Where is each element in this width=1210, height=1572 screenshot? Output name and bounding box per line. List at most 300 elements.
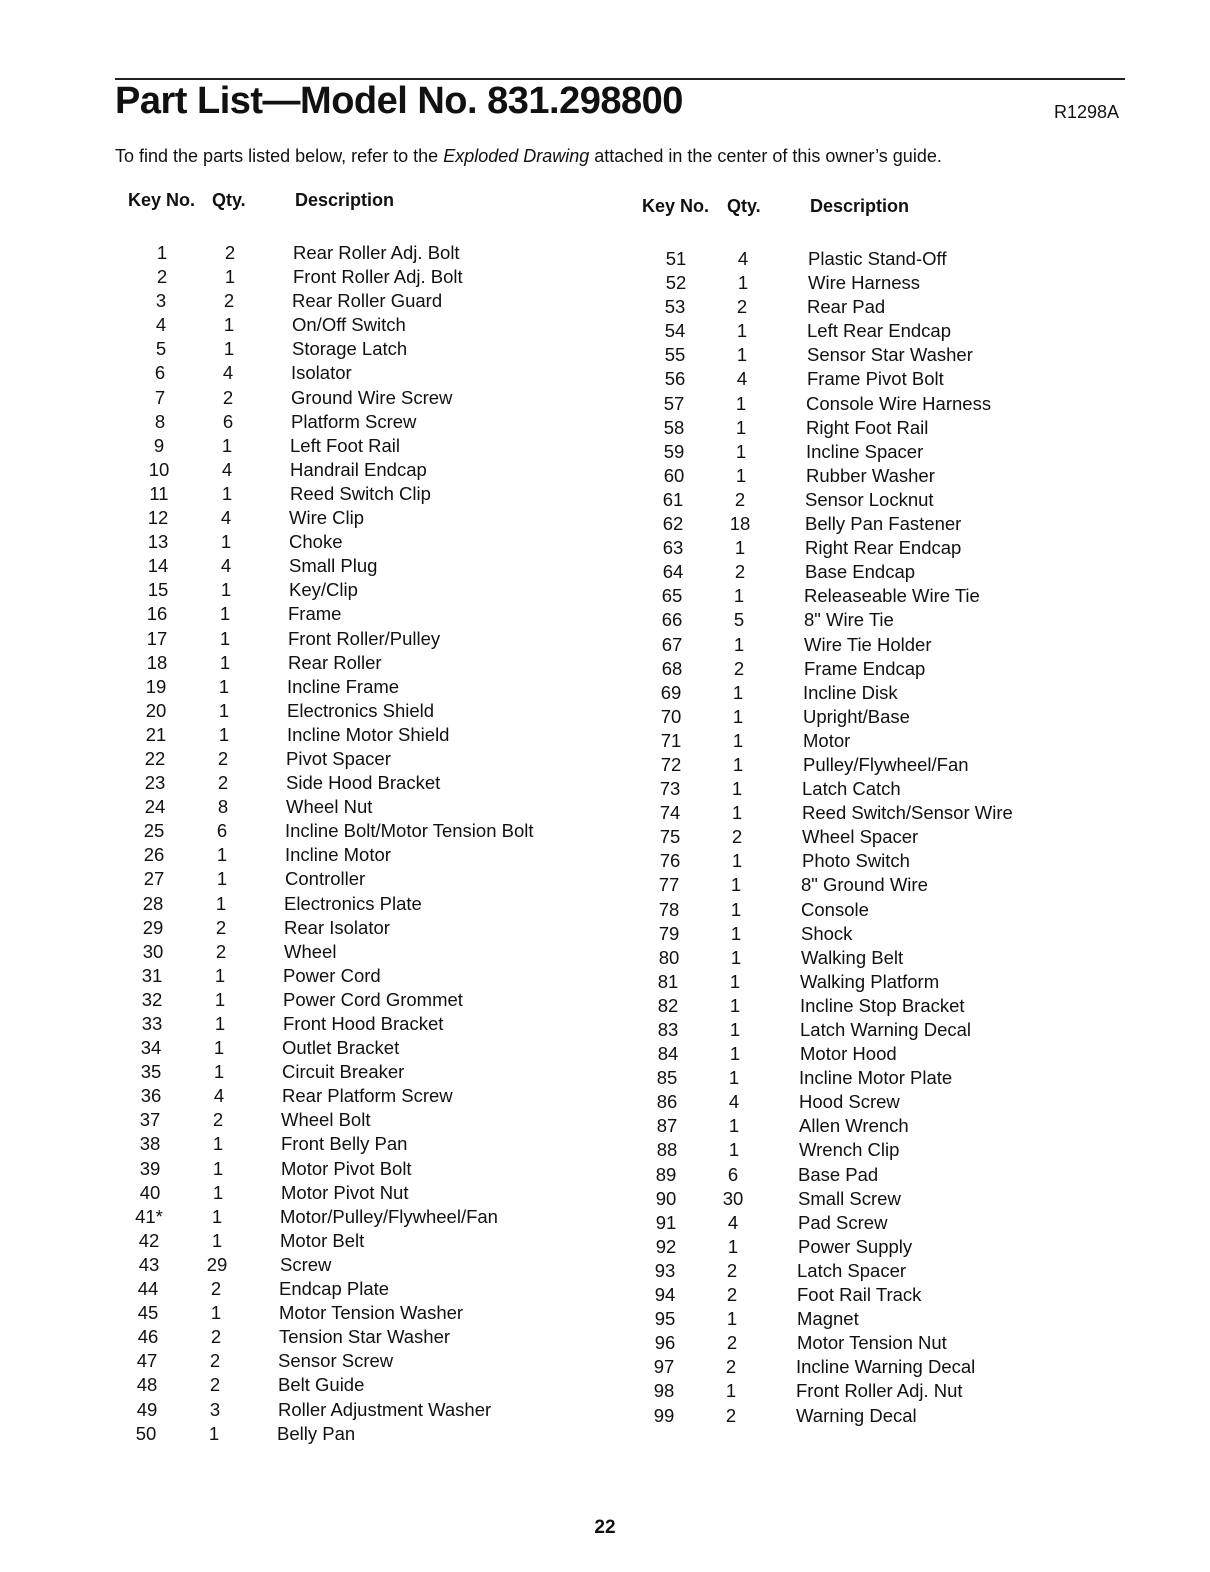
part-key-number: 88: [656, 1139, 678, 1161]
key-header: Key No.: [642, 196, 710, 216]
part-quantity: 1: [725, 1380, 737, 1402]
part-key-number: 53: [664, 296, 686, 318]
part-key-number: 46: [137, 1326, 159, 1348]
qty-header: Qty.: [212, 190, 246, 210]
part-description: Reed Switch Clip: [290, 482, 431, 504]
part-key-number: 36: [140, 1085, 162, 1107]
part-key-number: 21: [145, 723, 167, 745]
part-quantity: 1: [213, 1061, 225, 1083]
part-key-number: 5: [155, 338, 167, 360]
part-key-number: 80: [658, 946, 680, 968]
part-key-number: 59: [663, 440, 685, 462]
part-quantity: 1: [729, 1019, 741, 1040]
part-quantity: 1: [210, 1302, 222, 1324]
part-quantity: 1: [731, 778, 743, 800]
part-quantity: 1: [726, 1308, 738, 1330]
part-description: Allen Wrench: [799, 1115, 909, 1137]
part-key-number: 62: [662, 513, 684, 535]
part-description: Incline Disk: [803, 681, 898, 703]
part-key-number: 75: [659, 826, 681, 848]
part-quantity: 4: [220, 555, 232, 577]
part-description: Screw: [280, 1253, 332, 1275]
part-key-number: 90: [655, 1187, 677, 1209]
part-description: Belly Pan: [277, 1422, 356, 1444]
part-key-number: 30: [142, 940, 164, 962]
part-quantity: 4: [221, 458, 233, 480]
part-quantity: 1: [224, 266, 236, 288]
part-description: Incline Motor: [285, 844, 391, 866]
part-key-number: 40: [139, 1181, 161, 1203]
part-description: Motor Pivot Bolt: [281, 1157, 412, 1179]
part-quantity: 1: [736, 320, 748, 342]
part-key-number: 68: [661, 657, 683, 679]
part-description: Incline Motor Shield: [287, 723, 450, 745]
part-quantity: 2: [726, 1259, 738, 1281]
part-quantity: 1: [729, 994, 741, 1016]
part-key-number: 92: [655, 1235, 677, 1257]
part-description: Front Hood Bracket: [283, 1013, 444, 1034]
part-quantity: 1: [216, 868, 228, 890]
part-key-number: 66: [661, 609, 683, 631]
part-quantity: 1: [219, 651, 231, 673]
part-description: Console: [801, 898, 869, 920]
part-key-number: 10: [148, 458, 170, 480]
part-quantity: 1: [731, 850, 743, 872]
part-key-number: 32: [141, 988, 163, 1010]
part-key-number: 15: [147, 579, 169, 601]
part-key-number: 57: [663, 392, 685, 414]
part-description: Wheel: [284, 940, 337, 962]
part-quantity: 1: [220, 579, 232, 601]
part-description: Incline Warning Decal: [796, 1356, 976, 1378]
part-description: Sensor Locknut: [805, 488, 934, 510]
part-description: Foot Rail Track: [797, 1284, 922, 1306]
part-key-number: 29: [142, 916, 164, 938]
part-description: Pivot Spacer: [286, 747, 391, 769]
part-key-number: 71: [660, 729, 682, 751]
part-description: Rear Platform Screw: [282, 1085, 453, 1107]
part-description: Front Belly Pan: [281, 1133, 408, 1155]
part-description: Ground Wire Screw: [291, 386, 453, 408]
part-key-number: 34: [140, 1037, 162, 1059]
part-description: Roller Adjustment Washer: [278, 1398, 492, 1420]
part-description: Belt Guide: [278, 1374, 365, 1396]
part-description: Choke: [289, 531, 343, 553]
part-key-number: 6: [154, 362, 166, 384]
part-quantity: 1: [221, 434, 233, 456]
part-description: Incline Motor Plate: [799, 1067, 953, 1089]
part-quantity: 1: [734, 537, 746, 559]
part-description: Pad Screw: [798, 1211, 888, 1233]
part-description: Wire Clip: [289, 507, 365, 529]
part-quantity: 1: [223, 338, 235, 360]
part-key-number: 12: [147, 507, 169, 529]
part-key-number: 3: [155, 290, 167, 312]
part-description: Reed Switch/Sensor Wire: [802, 802, 1013, 824]
part-quantity: 1: [211, 1229, 223, 1251]
part-quantity: 2: [217, 772, 229, 794]
part-description: Base Endcap: [805, 561, 916, 583]
part-quantity: 1: [216, 844, 228, 866]
part-key-number: 2: [156, 266, 168, 288]
part-quantity: 1: [735, 392, 747, 414]
qty-header: Qty.: [727, 196, 761, 216]
part-description: Upright/Base: [803, 705, 910, 727]
part-quantity: 1: [212, 1157, 224, 1179]
part-description: Motor: [803, 729, 851, 751]
part-key-number: 25: [143, 820, 165, 842]
part-key-number: 11: [149, 482, 169, 504]
part-quantity: 1: [728, 1067, 740, 1089]
part-quantity: 1: [728, 1139, 740, 1161]
part-quantity: 1: [730, 946, 742, 968]
part-description: Key/Clip: [289, 579, 358, 601]
part-quantity: 2: [215, 916, 227, 938]
part-quantity: 2: [733, 657, 745, 679]
part-key-number: 81: [657, 970, 679, 992]
description-header: Description: [810, 196, 910, 216]
part-description: Electronics Plate: [284, 892, 422, 914]
description-header: Description: [295, 190, 395, 210]
part-key-number: 86: [656, 1091, 678, 1113]
part-key-number: 37: [139, 1109, 161, 1131]
part-description: Rear Roller: [288, 651, 382, 673]
part-quantity: 1: [214, 1013, 226, 1034]
part-quantity: 1: [732, 681, 744, 703]
part-key-number: 61: [662, 488, 684, 510]
part-description: Platform Screw: [291, 410, 417, 432]
part-description: Rear Roller Guard: [292, 290, 443, 312]
part-description: Rear Pad: [807, 296, 886, 318]
part-description: Rear Roller Adj. Bolt: [293, 242, 460, 263]
part-quantity: 1: [737, 272, 749, 294]
part-description: Wheel Nut: [286, 796, 373, 818]
part-key-number: 24: [144, 796, 166, 818]
key-header: Key No.: [128, 190, 196, 210]
part-key-number: 77: [658, 874, 680, 896]
part-key-number: 33: [141, 1013, 163, 1034]
part-quantity: 1: [214, 964, 226, 986]
part-description: Incline Bolt/Motor Tension Bolt: [285, 820, 534, 842]
part-key-number: 7: [154, 386, 166, 408]
part-quantity: 6: [216, 820, 228, 842]
part-description: Incline Spacer: [806, 440, 924, 462]
part-quantity: 4: [727, 1211, 739, 1233]
part-key-number: 55: [664, 344, 686, 366]
part-key-number: 23: [144, 772, 166, 794]
part-description: Handrail Endcap: [290, 458, 427, 480]
intro-after: attached in the center of this owner’s guide.: [589, 146, 942, 166]
part-key-number: 84: [657, 1043, 679, 1065]
part-description: Left Rear Endcap: [807, 320, 951, 342]
part-quantity: 1: [221, 482, 233, 504]
part-key-number: 97: [653, 1356, 675, 1378]
intro-before: To find the parts listed below, refer to the: [115, 146, 444, 166]
part-quantity: 6: [222, 410, 234, 432]
part-key-number: 16: [146, 603, 168, 625]
part-quantity: 2: [215, 940, 227, 962]
part-description: Electronics Shield: [287, 699, 435, 721]
part-quantity: 1: [730, 898, 742, 920]
part-description: Front Roller Adj. Nut: [796, 1380, 963, 1402]
part-description: Frame Pivot Bolt: [807, 368, 944, 390]
part-quantity: 2: [209, 1374, 221, 1396]
part-description: Sensor Star Washer: [807, 344, 973, 366]
part-key-number: 74: [659, 802, 681, 824]
part-description: Wheel Spacer: [802, 826, 919, 848]
part-description: Motor Tension Nut: [797, 1332, 947, 1354]
part-description: Rubber Washer: [806, 464, 935, 486]
part-key-number: 64: [662, 561, 684, 583]
part-key-number: 70: [660, 705, 682, 727]
part-quantity: 1: [219, 627, 231, 649]
part-key-number: 42: [138, 1229, 160, 1251]
part-description: Magnet: [797, 1308, 859, 1330]
part-quantity: 2: [212, 1109, 224, 1131]
part-description: Power Supply: [798, 1235, 913, 1257]
part-description: Right Foot Rail: [806, 416, 929, 438]
part-quantity: 1: [732, 729, 744, 751]
part-description: Latch Catch: [802, 778, 901, 800]
part-description: Side Hood Bracket: [286, 772, 441, 794]
part-key-number: 26: [143, 844, 165, 866]
part-key-number: 85: [656, 1067, 678, 1089]
part-key-number: 95: [654, 1308, 676, 1330]
part-key-number: 49: [136, 1398, 158, 1420]
part-description: Incline Frame: [287, 675, 400, 697]
part-key-number: 51: [665, 248, 687, 269]
part-quantity: 2: [224, 242, 236, 263]
part-key-number: 13: [147, 531, 169, 553]
part-description: Motor Tension Washer: [279, 1302, 464, 1324]
part-key-number: 56: [664, 368, 686, 390]
part-key-number: 17: [146, 627, 168, 649]
part-quantity: 2: [725, 1404, 737, 1426]
part-description: Circuit Breaker: [282, 1061, 405, 1083]
part-quantity: 2: [726, 1284, 738, 1306]
part-key-number: 1: [156, 242, 168, 263]
part-quantity: 2: [731, 826, 743, 848]
part-quantity: 18: [729, 513, 751, 535]
part-quantity: 6: [727, 1163, 739, 1185]
part-description: Shock: [801, 922, 853, 944]
part-description: Photo Switch: [802, 850, 910, 872]
part-quantity: 1: [223, 314, 235, 336]
part-description: Motor Hood: [800, 1043, 897, 1065]
part-key-number: 87: [656, 1115, 678, 1137]
part-description: Frame Endcap: [804, 657, 926, 679]
part-quantity: 2: [725, 1356, 737, 1378]
part-description: Front Roller Adj. Bolt: [293, 266, 463, 288]
part-quantity: 1: [729, 970, 741, 992]
part-description: Front Roller/Pulley: [288, 627, 441, 649]
part-key-number: 72: [660, 753, 682, 775]
part-description: Frame: [288, 603, 342, 625]
part-quantity: 4: [736, 368, 748, 390]
part-key-number: 4: [155, 314, 167, 336]
part-quantity: 1: [212, 1181, 224, 1203]
part-quantity: 1: [219, 603, 231, 625]
part-key-number: 79: [658, 922, 680, 944]
part-quantity: 4: [737, 248, 749, 269]
part-quantity: 1: [218, 675, 230, 697]
part-key-number: 48: [136, 1374, 158, 1396]
part-quantity: 1: [733, 585, 745, 607]
part-key-number: 39: [139, 1157, 161, 1179]
part-key-number: 82: [657, 994, 679, 1016]
part-key-number: 60: [663, 464, 685, 486]
part-quantity: 29: [206, 1253, 228, 1275]
page-title: Part List—Model No. 831.298800: [115, 80, 683, 122]
part-description: Console Wire Harness: [806, 392, 992, 414]
part-key-number: 65: [661, 585, 683, 607]
part-description: Motor Belt: [280, 1229, 365, 1251]
part-description: On/Off Switch: [292, 314, 406, 336]
part-description: Power Cord Grommet: [283, 988, 463, 1010]
part-key-number: 38: [139, 1133, 161, 1155]
part-key-number: 45: [137, 1302, 159, 1324]
part-key-number: 73: [659, 778, 681, 800]
part-key-number: 44: [137, 1278, 159, 1300]
part-quantity: 1: [735, 416, 747, 438]
page-number: 22: [594, 1517, 616, 1538]
part-key-number: 28: [142, 892, 164, 914]
part-description: Warning Decal: [796, 1404, 917, 1426]
part-description: Storage Latch: [292, 338, 408, 360]
part-description: Isolator: [291, 362, 352, 384]
part-quantity: 1: [729, 1043, 741, 1065]
part-description: Wheel Bolt: [281, 1109, 371, 1131]
part-quantity: 1: [732, 753, 744, 775]
part-description: Motor Pivot Nut: [281, 1181, 409, 1203]
part-key-number: 31: [141, 964, 163, 986]
part-key-number: 8: [154, 410, 166, 432]
part-key-number: 63: [662, 537, 684, 559]
part-quantity: 1: [735, 464, 747, 486]
part-description: Rear Isolator: [284, 916, 390, 938]
part-key-number: 27: [143, 868, 165, 890]
part-description: Motor/Pulley/Flywheel/Fan: [280, 1205, 498, 1227]
part-key-number: 47: [136, 1350, 158, 1372]
part-quantity: 5: [733, 609, 745, 631]
part-quantity: 2: [217, 747, 229, 769]
part-quantity: 2: [210, 1278, 222, 1300]
part-quantity: 1: [731, 802, 743, 824]
part-key-number: 50: [135, 1422, 157, 1444]
part-quantity: 2: [223, 290, 235, 312]
part-description: Endcap Plate: [279, 1278, 390, 1300]
part-description: Pulley/Flywheel/Fan: [803, 753, 969, 775]
part-description: Left Foot Rail: [290, 434, 401, 456]
part-description: Power Cord: [283, 964, 381, 986]
part-quantity: 1: [213, 1037, 225, 1059]
part-quantity: 1: [727, 1235, 739, 1257]
part-quantity: 30: [722, 1187, 744, 1209]
part-description: Wire Tie Holder: [804, 633, 932, 655]
part-key-number: 89: [655, 1163, 677, 1185]
part-key-number: 99: [653, 1404, 675, 1426]
part-description: Incline Stop Bracket: [800, 994, 965, 1016]
part-key-number: 78: [658, 898, 680, 920]
part-description: Walking Platform: [800, 970, 940, 992]
part-key-number: 22: [144, 747, 166, 769]
part-quantity: 2: [209, 1350, 221, 1372]
part-key-number: 98: [653, 1380, 675, 1402]
part-description: Wrench Clip: [799, 1139, 900, 1161]
part-quantity: 4: [220, 507, 232, 529]
part-description: Base Pad: [798, 1163, 879, 1185]
part-description: Belly Pan Fastener: [805, 513, 962, 535]
part-quantity: 2: [726, 1332, 738, 1354]
part-quantity: 2: [210, 1326, 222, 1348]
part-key-number: 43: [138, 1253, 160, 1275]
intro-emphasis: Exploded Drawing: [443, 146, 590, 166]
part-key-number: 76: [659, 850, 681, 872]
part-key-number: 96: [654, 1332, 676, 1354]
part-quantity: 2: [222, 386, 234, 408]
part-description: Right Rear Endcap: [805, 537, 962, 559]
part-quantity: 4: [213, 1085, 225, 1107]
part-description: Hood Screw: [799, 1091, 900, 1113]
part-description: Small Plug: [289, 555, 378, 577]
part-description: 8" Wire Tie: [804, 609, 894, 631]
part-description: Releaseable Wire Tie: [804, 585, 980, 607]
part-key-number: 54: [664, 320, 686, 342]
part-key-number: 58: [663, 416, 685, 438]
part-quantity: 1: [732, 705, 744, 727]
part-quantity: 1: [208, 1422, 220, 1444]
part-key-number: 20: [145, 699, 167, 721]
part-description: Latch Spacer: [797, 1259, 907, 1281]
part-key-number: 83: [657, 1019, 679, 1040]
part-quantity: 1: [212, 1133, 224, 1155]
part-key-number: 91: [655, 1211, 677, 1233]
part-quantity: 2: [734, 561, 746, 583]
part-key-number: 67: [661, 633, 683, 655]
part-quantity: 1: [735, 440, 747, 462]
part-quantity: 2: [736, 296, 748, 318]
part-description: Latch Warning Decal: [800, 1019, 972, 1040]
part-quantity: 3: [209, 1398, 221, 1420]
part-quantity: 1: [218, 699, 230, 721]
part-quantity: 1: [730, 874, 742, 896]
part-description: Tension Star Washer: [279, 1326, 451, 1348]
part-key-number: 19: [145, 675, 167, 697]
part-quantity: 4: [728, 1091, 740, 1113]
part-quantity: 8: [217, 796, 229, 818]
part-description: Wire Harness: [808, 272, 921, 294]
part-quantity: 1: [220, 531, 232, 553]
part-quantity: 1: [736, 344, 748, 366]
part-description: Sensor Screw: [278, 1350, 394, 1372]
document-code: R1298A: [1054, 102, 1120, 122]
part-quantity: 1: [214, 988, 226, 1010]
part-quantity: 1: [215, 892, 227, 914]
intro-text: [115, 146, 942, 167]
part-key-number: 14: [147, 555, 169, 577]
part-quantity: 1: [218, 723, 230, 745]
part-description: Walking Belt: [801, 946, 904, 968]
part-description: Plastic Stand-Off: [808, 248, 947, 269]
part-quantity: 1: [728, 1115, 740, 1137]
part-key-number: 94: [654, 1284, 676, 1306]
part-quantity: 1: [733, 633, 745, 655]
part-description: Controller: [285, 868, 366, 890]
part-quantity: 1: [211, 1205, 223, 1227]
part-description: Small Screw: [798, 1187, 901, 1209]
part-key-number: 41*: [135, 1205, 163, 1227]
part-key-number: 52: [665, 272, 687, 294]
